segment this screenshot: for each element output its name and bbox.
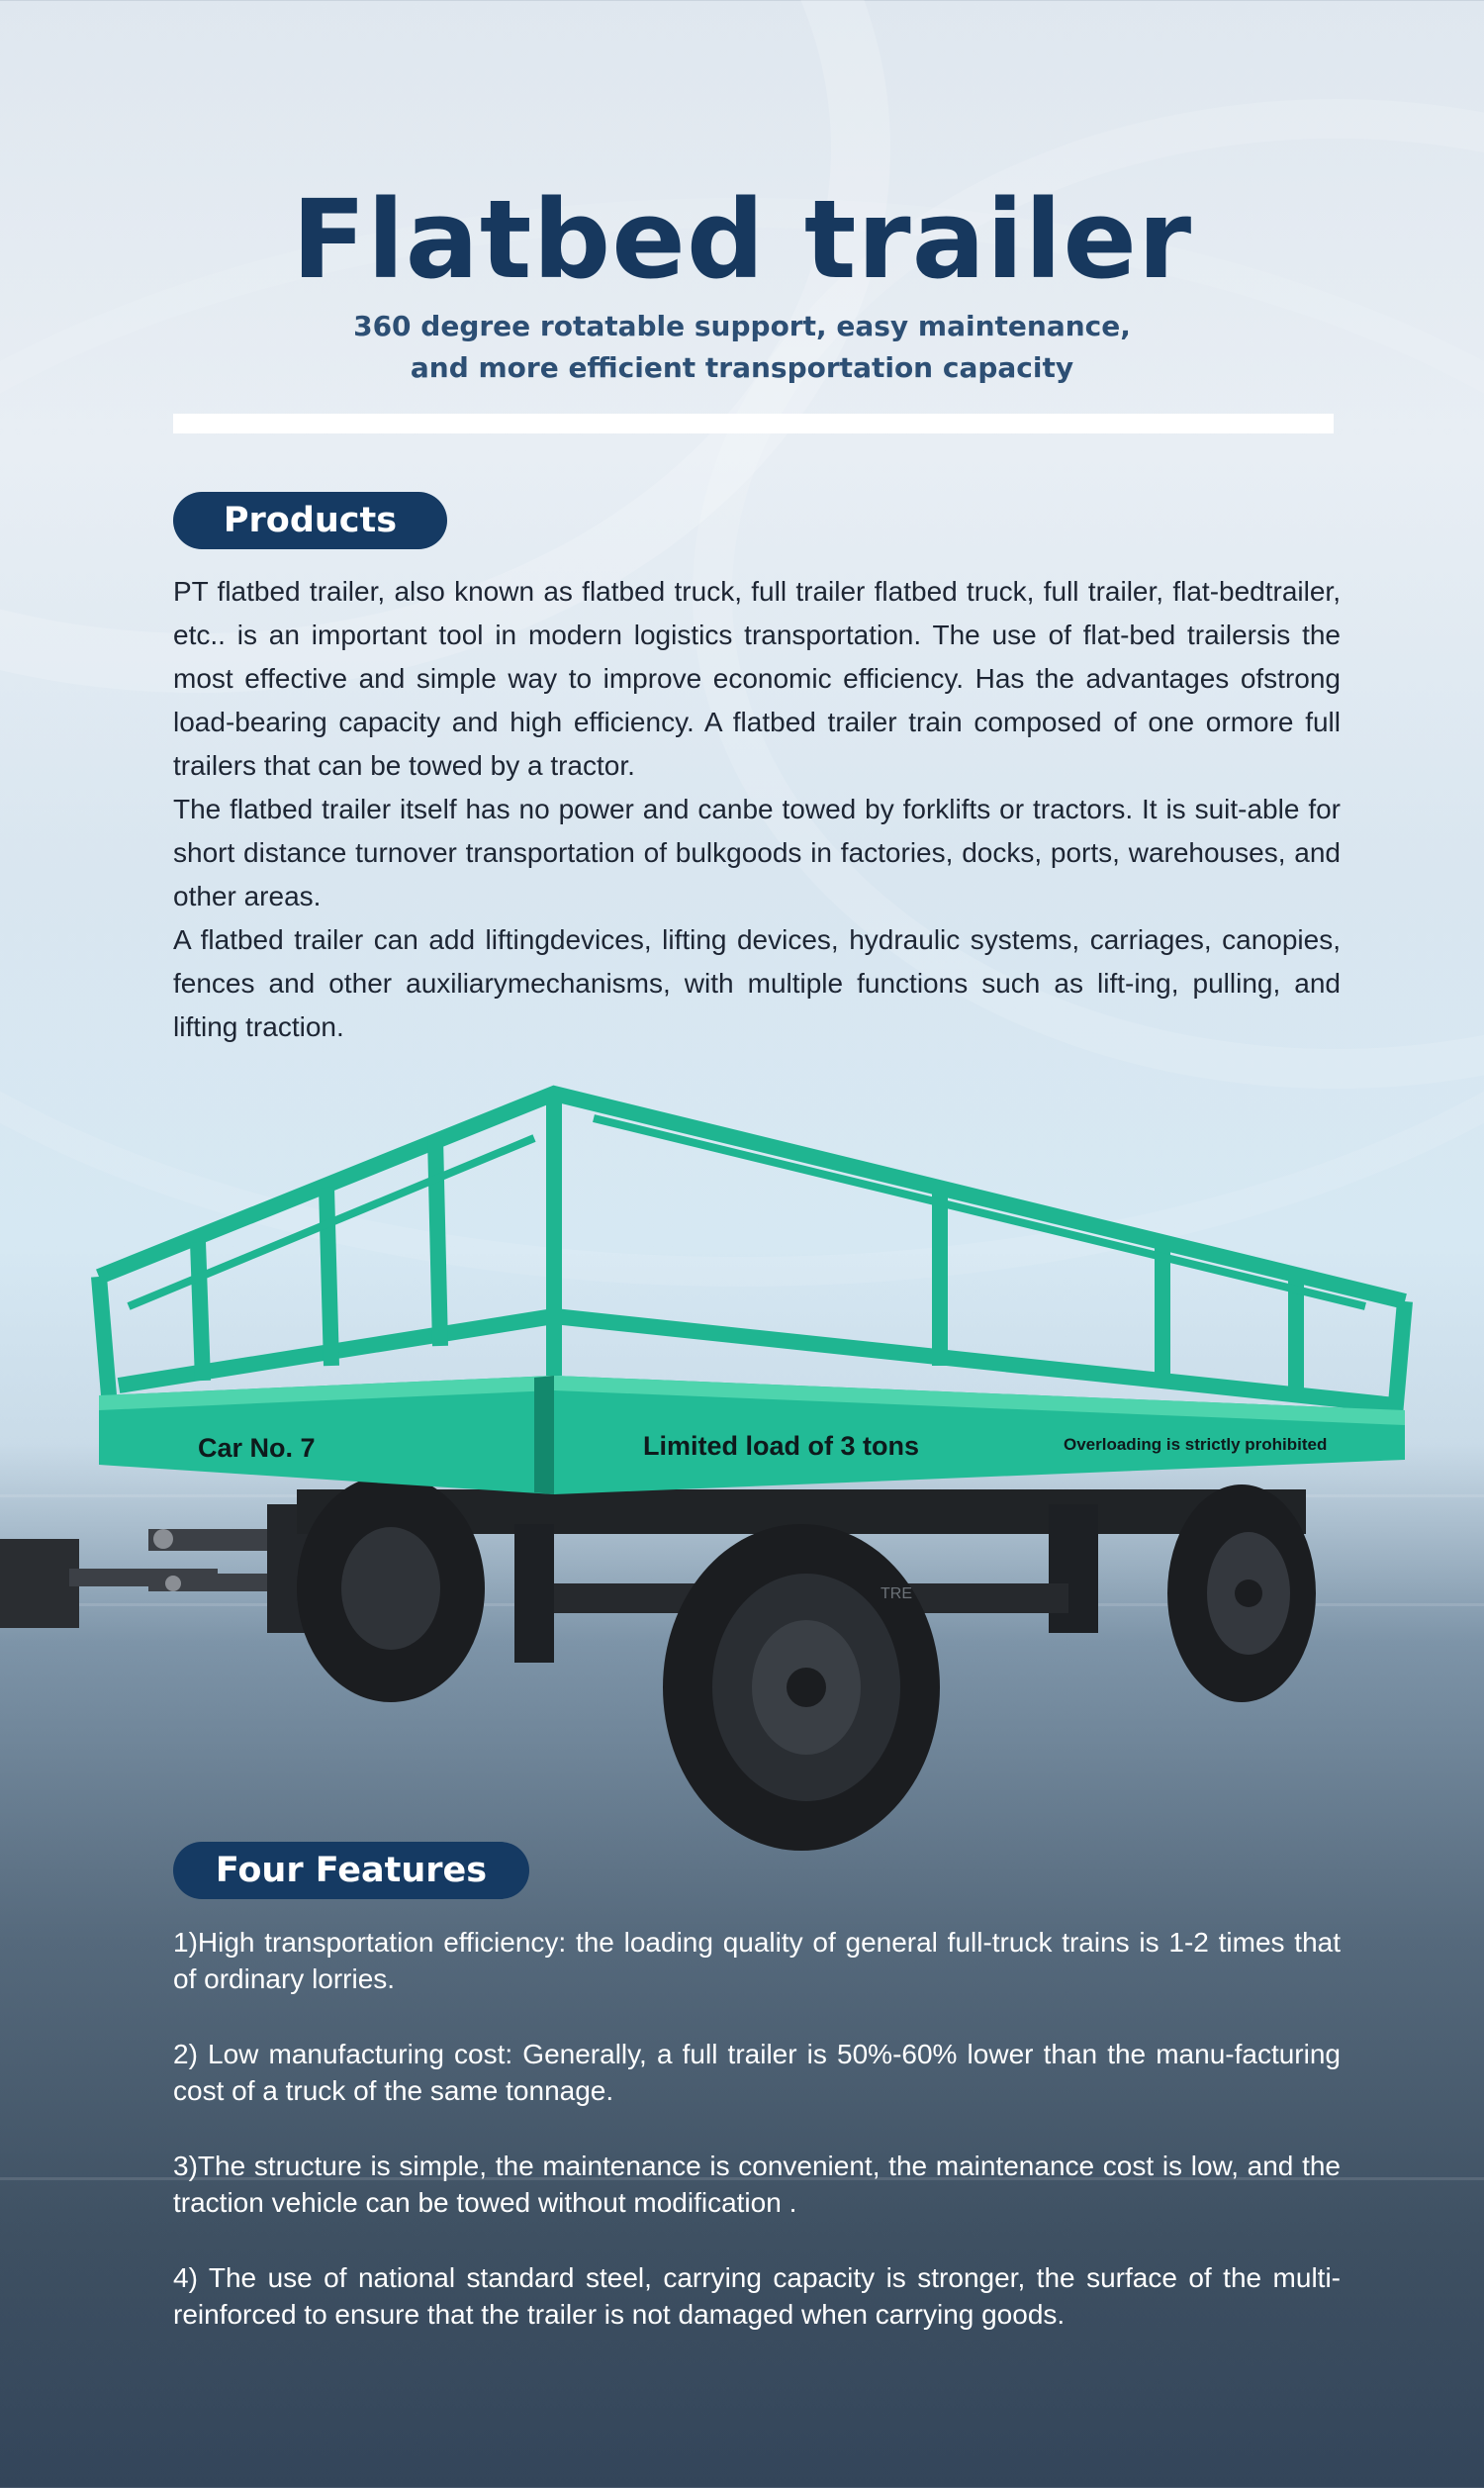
products-paragraph: The flatbed trailer itself has no power and canbe towed by forklifts or tractors. It is suit-able for short distance turnover transportation of bulkgoods in factories, docks, ports, warehouses, and other areas.	[173, 794, 1341, 911]
trailer-fence	[99, 1094, 1405, 1415]
load-limit-label: Limited load of 3 tons	[643, 1431, 920, 1461]
products-heading: Products	[173, 492, 447, 549]
products-paragraph: A flatbed trailer can add liftingdevices, lifting devices, hydraulic systems, carriages, canopies, fences and other auxiliarymechanisms, with multiple functions such as lift-ing, pulling, and lifting traction.	[173, 924, 1341, 1042]
features-heading: Four Features	[173, 1842, 529, 1899]
trailer-image	[0, 1064, 1484, 1856]
car-number-label: Car No. 7	[198, 1433, 316, 1463]
subtitle-line-2: and more efficient transportation capacity	[410, 351, 1074, 384]
title-divider	[173, 414, 1334, 433]
feature-item: 4) The use of national standard steel, carrying capacity is stronger, the surface of the multi-reinforced to ensure that the trailer is not damaged when carrying goods.	[173, 2262, 1341, 2330]
products-description	[173, 570, 1341, 1049]
feature-item: 3)The structure is simple, the maintenance is convenient, the maintenance cost is low, and the traction vehicle can be towed without modification .	[173, 2151, 1341, 2218]
page-title: Flatbed trailer	[291, 176, 1193, 303]
subtitle-line-1: 360 degree rotatable support, easy maintenance,	[353, 310, 1131, 342]
features-list	[173, 1924, 1341, 2371]
feature-item: 1)High transportation efficiency: the loading quality of general full-truck trains is 1-2 times that of ordinary lorries.	[173, 1927, 1341, 1994]
products-paragraph: PT flatbed trailer, also known as flatbed truck, full trailer flatbed truck, full trailer, flat-bedtrailer, etc.. is an important tool in modern logistics transportation. The use of flat-bed trailersis the most effective and simple way to improve economic efficiency. Has the advantages ofstrong load-bearing capacity and high efficiency. A flatbed trailer train composed of one ormore full trailers that can be towed by a tractor.	[173, 576, 1341, 781]
wheel	[663, 1524, 940, 1851]
tow-bar	[0, 1504, 346, 1633]
feature-item: 2) Low manufacturing cost: Generally, a full trailer is 50%-60% lower than the manu-facturing cost of a truck of the same tonnage.	[173, 2039, 1341, 2106]
wheel	[1167, 1484, 1316, 1702]
overload-warning-label: Overloading is strictly prohibited	[1064, 1435, 1328, 1454]
wheel	[297, 1475, 485, 1702]
tire-brand-label: TRE	[881, 1585, 912, 1602]
